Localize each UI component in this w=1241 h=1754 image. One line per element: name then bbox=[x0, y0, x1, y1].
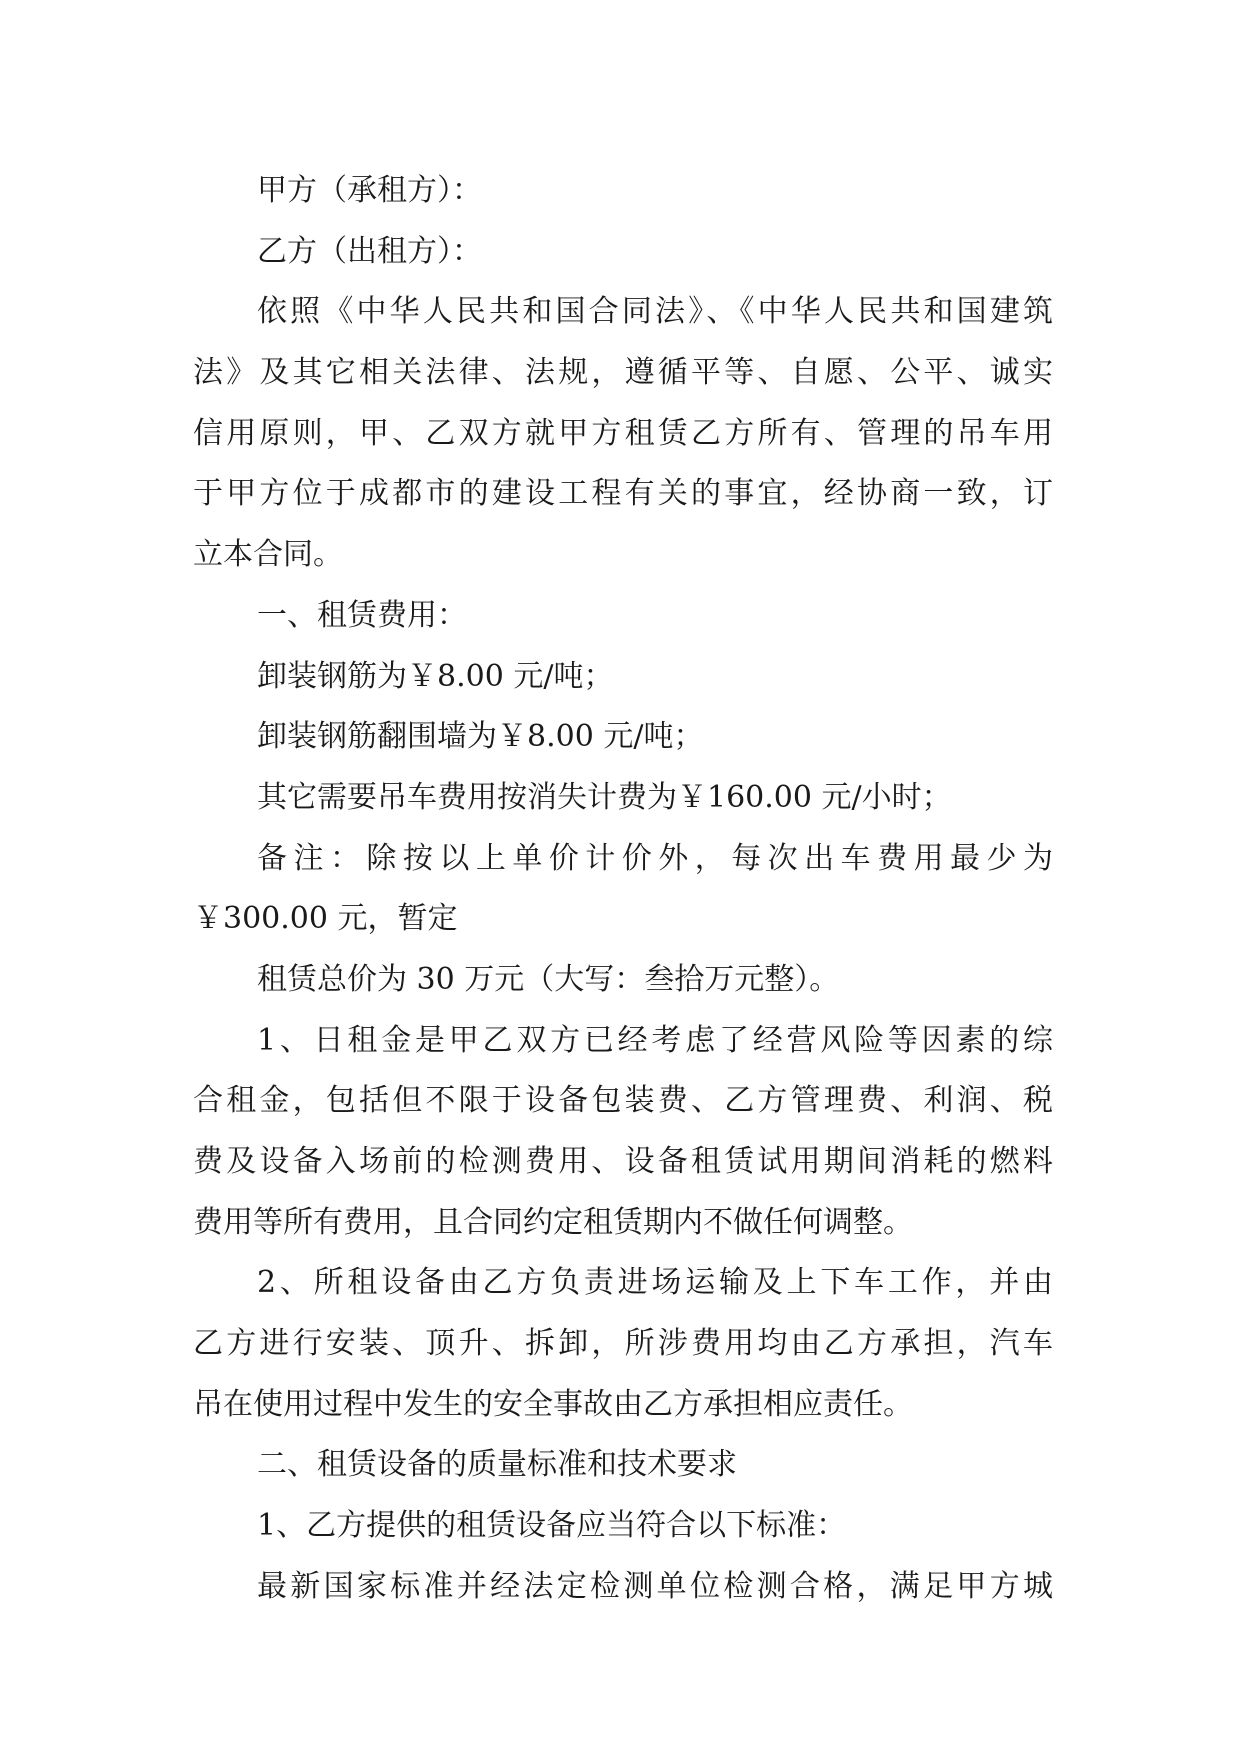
text-line: 于甲方位于成都市的建设工程有关的事宜，经协商一致，订 bbox=[193, 476, 1053, 512]
text-line: 费及设备入场前的检测费用、设备租赁试用期间消耗的燃料 bbox=[193, 1144, 1053, 1179]
text-line: 合租金，包括但不限于设备包装费、乙方管理费、利润、税 bbox=[193, 1083, 1053, 1119]
text-line: 2、所租设备由乙方负责进场运输及上下车工作，并由 bbox=[257, 1265, 1053, 1301]
text-line: 1、乙方提供的租赁设备应当符合以下标准： bbox=[257, 1508, 847, 1544]
text-line: 租赁总价为 30 万元（大写：叁拾万元整）。 bbox=[257, 961, 840, 997]
text-line: 备注：除按以上单价计价外，每次出车费用最少为 bbox=[257, 840, 1053, 876]
text-line: 乙方进行安装、顶升、拆卸，所涉费用均由乙方承担，汽车 bbox=[193, 1326, 1053, 1362]
text-line: 立本合同。 bbox=[193, 537, 343, 573]
document-body bbox=[193, 161, 1053, 1618]
text-line: 其它需要吊车费用按消失计费为￥160.00 元/小时； bbox=[257, 779, 952, 815]
text-line: 吊在使用过程中发生的安全事故由乙方承担相应责任。 bbox=[193, 1386, 913, 1422]
text-line: 卸装钢筋为￥8.00 元/吨； bbox=[257, 658, 614, 694]
text-line: 一、租赁费用： bbox=[257, 597, 467, 633]
text-line: 法》及其它相关法律、法规，遵循平等、自愿、公平、诚实 bbox=[193, 355, 1053, 391]
text-line: 1、日租金是甲乙双方已经考虑了经营风险等因素的综 bbox=[257, 1022, 1053, 1058]
text-line: ￥300.00 元，暂定 bbox=[193, 901, 458, 937]
text-line: 乙方（出租方）： bbox=[257, 233, 482, 269]
text-line: 二、租赁设备的质量标准和技术要求 bbox=[257, 1447, 737, 1483]
text-line: 甲方（承租方）： bbox=[257, 173, 482, 208]
text-line: 费用等所有费用，且合同约定租赁期内不做任何调整。 bbox=[193, 1204, 913, 1240]
text-line: 信用原则，甲、乙双方就甲方租赁乙方所有、管理的吊车用 bbox=[193, 415, 1053, 451]
text-line: 卸装钢筋翻围墙为￥8.00 元/吨； bbox=[257, 719, 704, 755]
text-line: 最新国家标准并经法定检测单位检测合格，满足甲方城 bbox=[257, 1568, 1053, 1604]
text-line: 依照《中华人民共和国合同法》、《中华人民共和国建筑 bbox=[257, 294, 1053, 330]
